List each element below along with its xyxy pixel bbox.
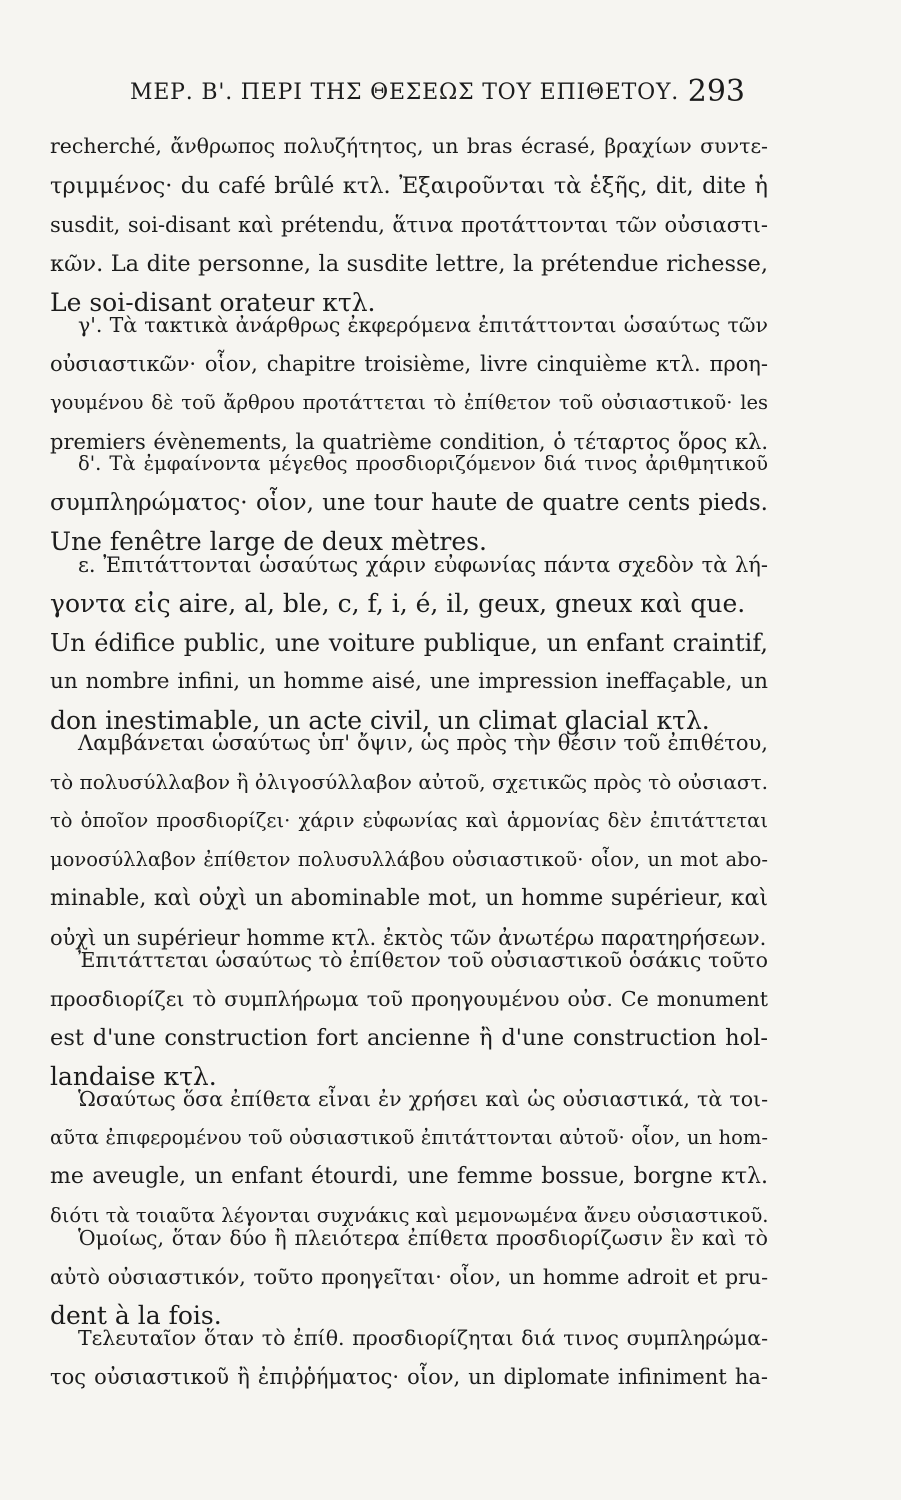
text-line: don inestimable, un acte civil, un climat glacial κτλ. xyxy=(50,706,710,735)
text-line: Un édifice public, une voiture publique, un enfant craintif, xyxy=(50,629,768,657)
text-line: susdit, soi-disant καὶ prétendu, ἅτινα προτάττονται τῶν οὐσιαστι- xyxy=(50,213,768,237)
text-line: ε. Ἐπιτάττονται ὡσαύτως χάριν εὐφωνίας πάντα σχεδὸν τὰ λή- xyxy=(78,553,768,577)
text-line: Ὡσαύτως ὅσα ἐπίθετα εἶναι ἐν χρήσει καὶ ὡς οὐσιαστικά, τὰ τοι- xyxy=(78,1087,768,1111)
text-line: οὐχὶ un supérieur homme κτλ. ἐκτὸς τῶν ἀνωτέρω παρατηρήσεων. xyxy=(50,926,767,950)
text-line: landaise κτλ. xyxy=(50,1062,217,1091)
text-line: Λαμβάνεται ὡσαύτως ὑπ' ὄψιν, ὡς πρὸς τὴν θέσιν τοῦ ἐπιθέτου, xyxy=(78,731,768,755)
text-line: γ'. Τὰ τακτικὰ ἀνάρθρως ἐκφερόμενα ἐπιτάττονται ὡσαύτως τῶν xyxy=(78,313,768,337)
text-line: μονοσύλλαβον ἐπίθετον πολυσυλλάβου οὐσιαστικοῦ· οἷον, un mot abo- xyxy=(50,848,768,871)
page-number: 293 xyxy=(687,74,745,109)
text-line: κῶν. La dite personne, la susdite lettre, la prétendue richesse, xyxy=(50,251,768,277)
text-line: τὸ ὁποῖον προσδιορίζει· χάριν εὐφωνίας καὶ ἁρμονίας δὲν ἐπιτάττεται xyxy=(50,809,768,832)
text-line: προσδιορίζει τὸ συμπλήρωμα τοῦ προηγουμένου οὐσ. Ce monument xyxy=(50,987,768,1011)
text-line: συμπληρώματος· οἷον, une tour haute de quatre cents pieds. xyxy=(50,490,768,516)
text-line: Une fenêtre large de deux mètres. xyxy=(50,527,487,556)
text-line: dent à la fois. xyxy=(50,1301,222,1330)
text-line: οὐσιαστικῶν· οἷον, chapitre troisième, livre cinquième κτλ. προη- xyxy=(50,352,768,376)
text-line: minable, καὶ οὐχὶ un abominable mot, un homme supérieur, καὶ xyxy=(50,886,768,911)
text-line: δ'. Τὰ ἐμφαίνοντα μέγεθος προσδιοριζόμενον διά τινος ἀριθμητικοῦ xyxy=(78,452,768,475)
text-line: γουμένου δὲ τοῦ ἄρθρου προτάττεται τὸ ἐπίθετον τοῦ οὐσιαστικοῦ· les xyxy=(50,391,768,414)
text-line: διότι τὰ τοιαῦτα λέγονται συχνάκις καὶ μεμονωμένα ἄνευ οὐσιαστικοῦ. xyxy=(50,1204,769,1227)
text-line: Ὁμοίως, ὅταν δύο ἢ πλειότερα ἐπίθετα προσδιορίζωσιν ἓν καὶ τὸ xyxy=(78,1226,768,1250)
text-line: Ἐπιτάττεται ὡσαύτως τὸ ἐπίθετον τοῦ οὐσιαστικοῦ ὁσάκις τοῦτο xyxy=(78,948,768,972)
running-title: ΜΕΡ. Β'. ΠΕΡΙ ΤΗΣ ΘΕΣΕΩΣ ΤΟΥ ΕΠΙΘΕΤΟΥ. xyxy=(130,80,680,105)
text-line: γοντα εἰς aire, al, ble, c, f, i, é, il, geux, gneux καὶ que. xyxy=(50,589,746,618)
text-line: τριμμένος· du café brûlé κτλ. Ἐξαιροῦνται τὰ ἑξῆς, dit, dite ἡ xyxy=(50,173,768,199)
text-line: recherché, ἄνθρωπος πολυζήτητος, un bras écrasé, βραχίων συντε- xyxy=(50,134,768,158)
text-line: τὸ πολυσύλλαβον ἢ ὀλιγοσύλλαβον αὐτοῦ, σχετικῶς πρὸς τὸ οὐσιαστ. xyxy=(50,770,768,794)
running-head xyxy=(130,74,745,114)
text-line: Le soi-disant orateur κτλ. xyxy=(50,288,376,317)
text-line: αὐτὸ οὐσιαστικόν, τοῦτο προηγεῖται· οἷον, un homme adroit et pru- xyxy=(50,1265,768,1289)
text-line: me aveugle, un enfant étourdi, une femme bossue, borgne κτλ. xyxy=(50,1164,768,1189)
text-line: est d'une construction fort ancienne ἢ d'une construction hol- xyxy=(50,1025,768,1051)
text-line: un nombre infini, un homme aisé, une impression ineffaçable, un xyxy=(50,669,768,694)
text-line: premiers évènements, la quatrième condition, ὁ τέταρτος ὅρος κλ. xyxy=(50,430,768,454)
text-line: αῦτα ἐπιφερομένου τοῦ οὐσιαστικοῦ ἐπιτάττονται αὐτοῦ· οἷον, un hom- xyxy=(50,1126,768,1149)
text-line: τος οὐσιαστικοῦ ἢ ἐπιῤῥήματος· οἷον, un diplomate infiniment ha- xyxy=(50,1365,768,1389)
text-line: Τελευταῖον ὅταν τὸ ἐπίθ. προσδιορίζηται διά τινος συμπληρώμα- xyxy=(78,1326,768,1350)
